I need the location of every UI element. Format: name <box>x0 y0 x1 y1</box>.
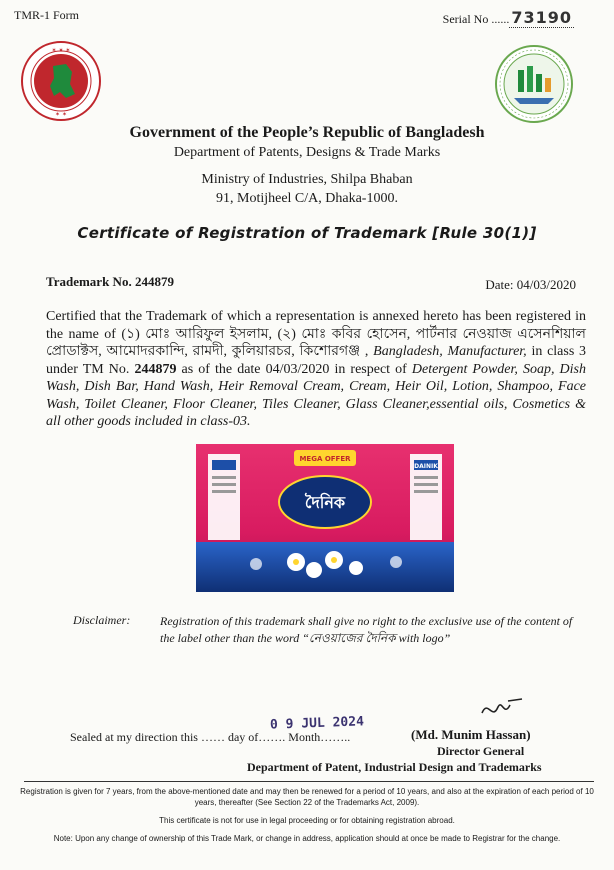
department-heading: Department of Patents, Designs & Trade Marks <box>173 145 441 160</box>
issue-date: Date: 04/03/2020 <box>485 277 576 292</box>
trademark-number: Trademark No. 244879 <box>46 274 174 289</box>
ministry-line: Ministry of Industries, Shilpa Bhaban <box>201 172 413 187</box>
disclaimer-text: Registration of this trademark shall give no right to the exclusive use of the content of the label other than the word “নেওয়াজের দৈনিক with logo” <box>160 614 573 645</box>
serial-number <box>443 8 574 27</box>
svg-text:✶ ✶ ✶: ✶ ✶ ✶ <box>51 47 71 54</box>
signatory-name: (Md. Munim Hassan) <box>411 727 531 742</box>
ministry-address <box>0 170 614 208</box>
serial-label: Serial No ...... <box>442 12 510 26</box>
date-stamp: 0 9 JUL 2024 <box>269 714 365 733</box>
label-offer-text: MEGA OFFER <box>299 455 351 463</box>
footer-usage-note: This certificate is not for use in legal proceeding or for obtaining registration abroad. <box>159 816 455 825</box>
signature-icon <box>478 695 528 725</box>
signatory-department: Department of Patent, Industrial Design and Trademarks <box>247 760 542 774</box>
footer-divider <box>24 781 594 782</box>
dpdt-logo-icon <box>494 44 574 124</box>
government-seal-icon <box>20 40 102 122</box>
sealed-line <box>70 714 365 745</box>
date-text: as of the date 04/03/2020 in respect of <box>181 361 407 377</box>
registrant-text: Certified that the Trademark of which a representation is annexed hereto has been registered in the name of (১) মোঃ আরিফুল ইসলাম, (২) মোঃ কবির হোসেন, পার্টনার নেওয়াজ এসেনশিয়াল প্রোডাক্টস, আমোদরকান্দি, রামদী, কুলিয়ারচর, কিশোরগঞ্জ , <box>46 309 586 359</box>
trademark-label-image <box>196 444 454 592</box>
footer-change-note: Note: Upon any change of ownership of this Trade Mark, or change in address, application should at once be made to Registrar for the change. <box>53 834 561 843</box>
address-line: 91, Motijheel C/A, Dhaka-1000. <box>216 191 398 206</box>
registrant-country: Bangladesh, Manufacturer, <box>373 344 527 359</box>
label-side-brand: DAINIK <box>414 463 438 470</box>
certificate-title: Certificate of Registration of Trademark [Rule 30(1)] <box>77 224 537 242</box>
form-id: TMR-1 Form <box>14 8 80 22</box>
certification-text <box>46 308 586 431</box>
class-text: in class 3 under TM No. <box>46 344 587 377</box>
goods-list: Detergent Powder, Soap, Dish Wash, Dish Bar, Hand Wash, Heir Removal Cream, Cream, Heir Oil, Lotion, Shampoo, Face Wash, Toilet Cleaner, Floor Cleaner, Tiles Cleaner, Glass Cleaner,essential oils, Cosmetics & all other goods included in class-03. <box>46 361 587 429</box>
tm-number-inline: 244879 <box>134 361 177 377</box>
serial-value: 73190 <box>511 8 572 27</box>
footer-validity-note: Registration is given for 7 years, from the above-mentioned date and may then be renewed for a period of 10 years, and also at the expiration of each period of 10 years, thereafter (See Section 22 of the Trademarks Act, 2009). <box>20 787 594 807</box>
sealed-text: Sealed at my direction this …… day of……. Month…….. <box>70 730 351 744</box>
government-heading: Government of the People’s Republic of Bangladesh <box>129 124 485 141</box>
svg-text:✶ ✶: ✶ ✶ <box>55 111 67 118</box>
disclaimer-label: Disclaimer: <box>73 613 131 627</box>
label-brand-text: দৈনিক <box>304 493 346 512</box>
signatory-designation: Director General <box>437 744 525 758</box>
